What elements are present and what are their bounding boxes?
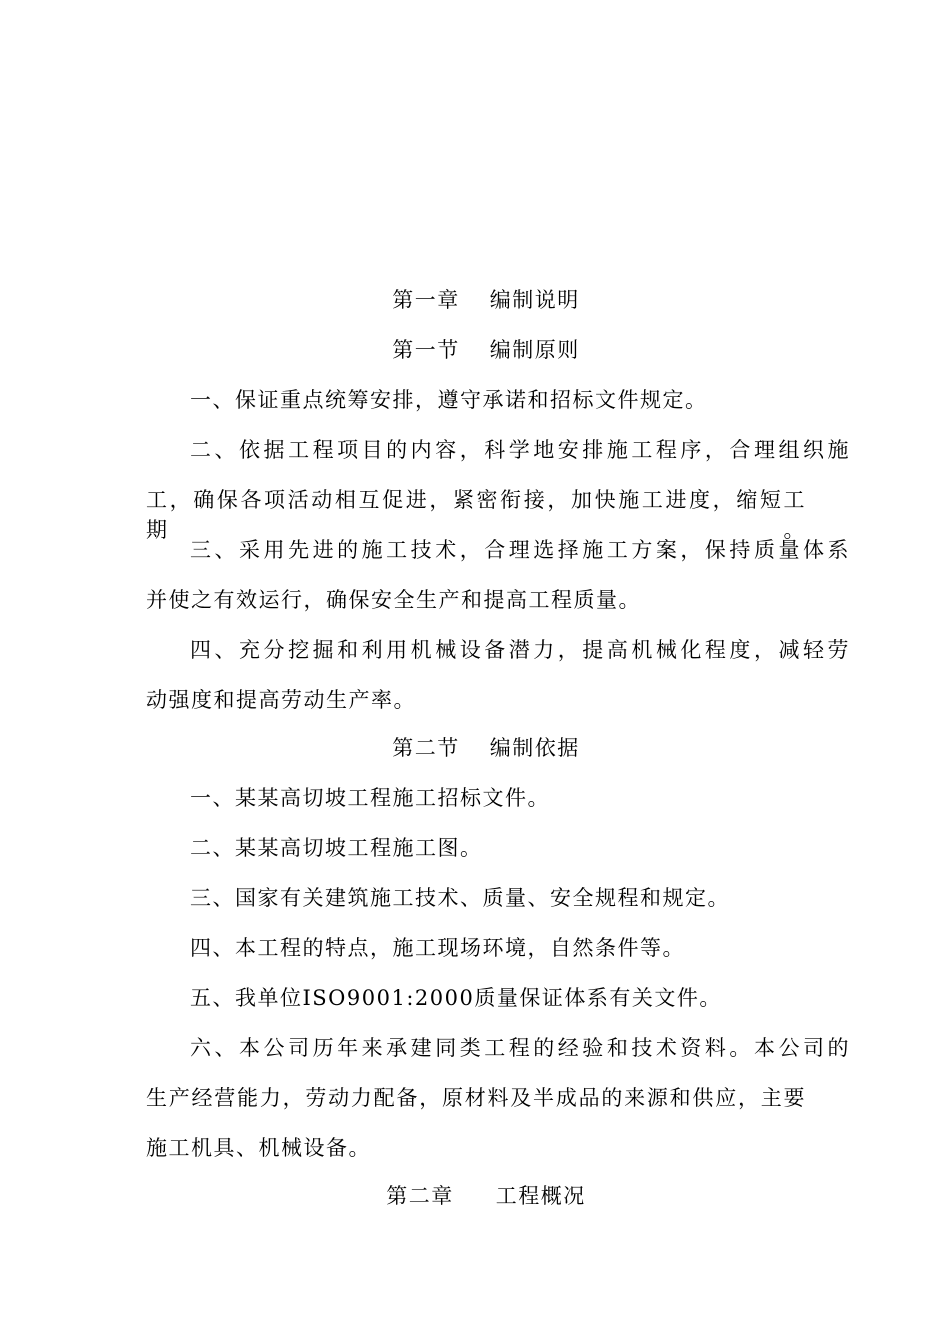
chapter-number: 第二章: [386, 1184, 454, 1208]
paragraph-line: 五、我单位ISO9001:2000质量保证体系有关文件。: [190, 986, 722, 1010]
paragraph-line: 四、本工程的特点，施工现场环境，自然条件等。: [190, 936, 685, 960]
section-number: 第一节: [392, 338, 460, 362]
paragraph-line: 三、采用先进的施工技术，合理选择施工方案，保持质量体系: [190, 538, 850, 562]
paragraph-line: 二、依据工程项目的内容，科学地安排施工程序，合理组织施: [190, 438, 850, 462]
paragraph-line: 六、本公司历年来承建同类工程的经验和技术资料。本公司的: [190, 1036, 850, 1060]
paragraph-line: 一、保证重点统筹安排，遵守承诺和招标文件规定。: [190, 388, 708, 412]
section-number: 第二节: [392, 736, 460, 760]
section-title: 编制原则: [489, 338, 580, 362]
paragraph-line: 并使之有效运行，确保安全生产和提高工程质量。: [146, 588, 641, 612]
section-heading: [146, 733, 826, 763]
paragraph-line: 一、某某高切坡工程施工招标文件。: [190, 786, 550, 810]
section-heading: [146, 335, 826, 365]
section-title: 编制依据: [489, 736, 580, 760]
paragraph-line: 工，确保各项活动相互促进，紧密衔接，加快施工进度，缩短工期。: [146, 488, 806, 542]
chapter-title: 工程概况: [495, 1184, 586, 1208]
chapter-heading: [146, 285, 826, 315]
paragraph-line: 生产经营能力，劳动力配备，原材料及半成品的来源和供应，主要: [146, 1086, 806, 1110]
paragraph-line: 施工机具、机械设备。: [146, 1136, 371, 1160]
paragraph-line: 三、国家有关建筑施工技术、质量、安全规程和规定。: [190, 886, 730, 910]
paragraph-line: 四、充分挖掘和利用机械设备潜力，提高机械化程度，减轻劳: [190, 638, 850, 662]
paragraph-line: 二、某某高切坡工程施工图。: [190, 836, 483, 860]
paragraph-line: 动强度和提高劳动生产率。: [146, 688, 416, 712]
chapter-number: 第一章: [392, 288, 460, 312]
chapter-heading: [146, 1181, 826, 1211]
chapter-title: 编制说明: [489, 288, 580, 312]
